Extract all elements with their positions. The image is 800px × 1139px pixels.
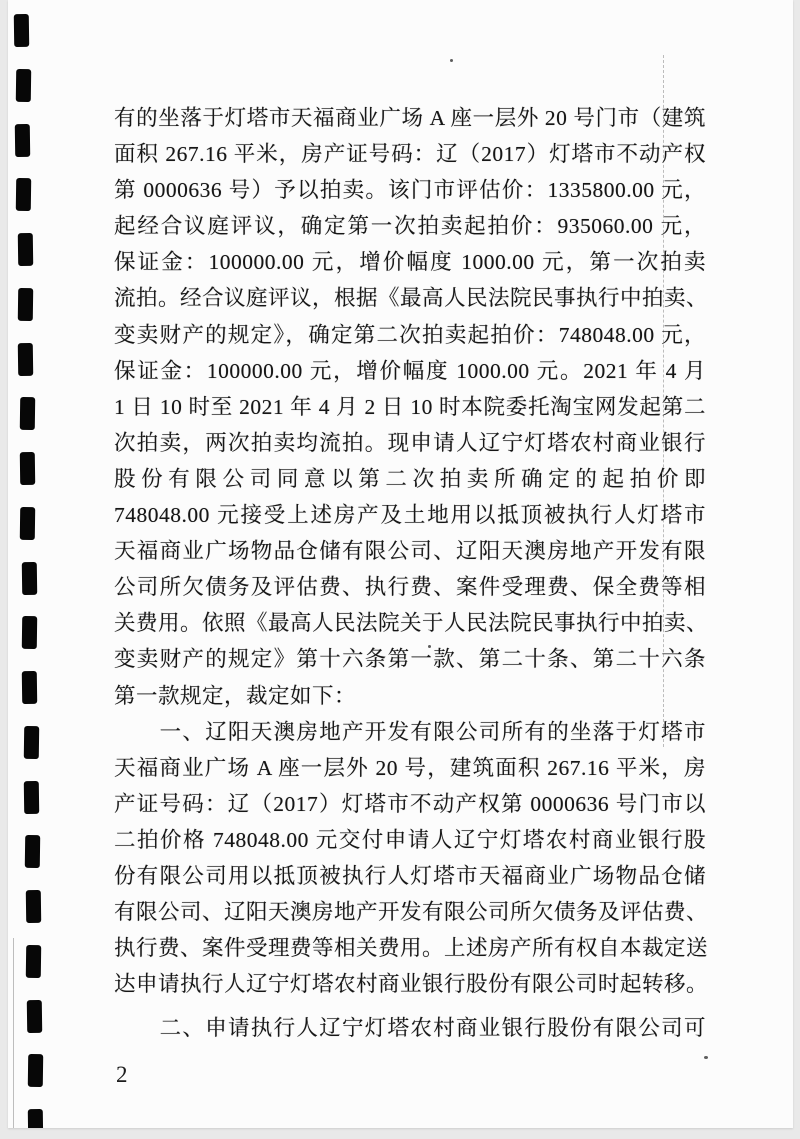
scan-speck [450,59,453,62]
binder-hole [16,69,31,102]
paragraph [114,100,709,714]
binder-hole [20,452,35,485]
binder-hole [24,781,39,814]
binder-hole [15,124,30,157]
document-page [8,0,793,1128]
binder-hole [18,233,33,266]
text-line: 保证金：100000.00 元，增价幅度 1000.00 元。2021 年 4 月 [114,358,706,383]
text-line: 天福商业广场物品仓储有限公司、辽阳天澳房地产开发有限 [114,539,706,564]
binder-hole [16,178,31,211]
text-line: 二、申请执行人辽宁灯塔农村商业银行股份有限公司可 [114,1016,706,1041]
binder-hole [28,1054,43,1087]
text-line: 第一款规定，裁定如下： [114,683,357,708]
text-line: 有的坐落于灯塔市天福商业广场 A 座一层外 20 号门市（建筑 [114,106,706,130]
text-line: 保证金：100000.00 元，增价幅度 1000.00 元，第一次拍卖 [114,250,706,275]
binder-hole [22,562,37,595]
paragraph [114,714,709,1003]
text-line: 面积 267.16 平米，房产证号码：辽（2017）灯塔市不动产权 [114,142,706,167]
text-line: 一、辽阳天澳房地产开发有限公司所有的坐落于灯塔市 [114,719,706,744]
text-line: 公司所欠债务及评估费、执行费、案件受理费、保全费等相 [114,575,706,600]
binder-hole [18,343,33,376]
text-line: 关费用。依照《最高人民法院关于人民法院民事执行中拍卖、 [114,611,709,636]
binder-hole [24,726,39,759]
binder-hole [25,835,40,868]
binder-hole [20,397,35,430]
binder-hole [28,1109,43,1128]
binder-hole [26,945,41,978]
binder-hole [26,890,41,923]
text-line: 达申请执行人辽宁灯塔农村商业银行股份有限公司时起转移。 [114,972,709,997]
text-line: 天福商业广场 A 座一层外 20 号，建筑面积 267.16 平米，房 [114,755,706,780]
text-line: 第 0000636 号）予以拍卖。该门市评估价：1335800.00 元， [114,178,706,203]
binder-hole [22,616,37,649]
page-number: 2 [116,1062,128,1087]
text-line: 二拍价格 748048.00 元交付申请人辽宁灯塔农村商业银行股 [114,827,706,852]
text-line: 变卖财产的规定》第十六条第一款、第二十条、第二十六条 [114,647,706,672]
binder-hole [14,14,29,47]
text-line: 起经合议庭评议，确定第一次拍卖起拍价：935060.00 元， [114,214,706,239]
binder-hole [18,288,33,321]
text-line: 变卖财产的规定》，确定第二次拍卖起拍价：748048.00 元， [114,322,706,347]
paragraph [114,1010,706,1046]
text-line: 748048.00 元接受上述房产及土地用以抵顶被执行人灯塔市 [114,503,706,528]
scan-speck [704,1056,708,1059]
binder-hole [22,671,37,704]
text-line: 有限公司、辽阳天澳房地产开发有限公司所欠债务及评估费、 [114,900,709,925]
document-body [114,100,709,1046]
text-line: 1 日 10 时至 2021 年 4 月 2 日 10 时本院委托淘宝网发起第二 [114,394,706,419]
scan-line-artifact [13,938,14,1128]
text-line: 产证号码：辽（2017）灯塔市不动产权第 0000636 号门市以 [114,791,706,816]
text-line: 执行费、案件受理费等相关费用。上述房产所有权自本裁定送 [114,936,709,961]
binder-hole [20,507,35,540]
text-line: 流拍。经合议庭评议，根据《最高人民法院民事执行中拍卖、 [114,286,709,311]
binder-hole [27,1000,42,1033]
text-line: 次拍卖，两次拍卖均流拍。现申请人辽宁灯塔农村商业银行 [114,430,706,455]
text-line: 份有限公司用以抵顶被执行人灯塔市天福商业广场物品仓储 [114,863,706,888]
text-line: 股份有限公司同意以第二次拍卖所确定的起拍价即 [114,466,706,491]
